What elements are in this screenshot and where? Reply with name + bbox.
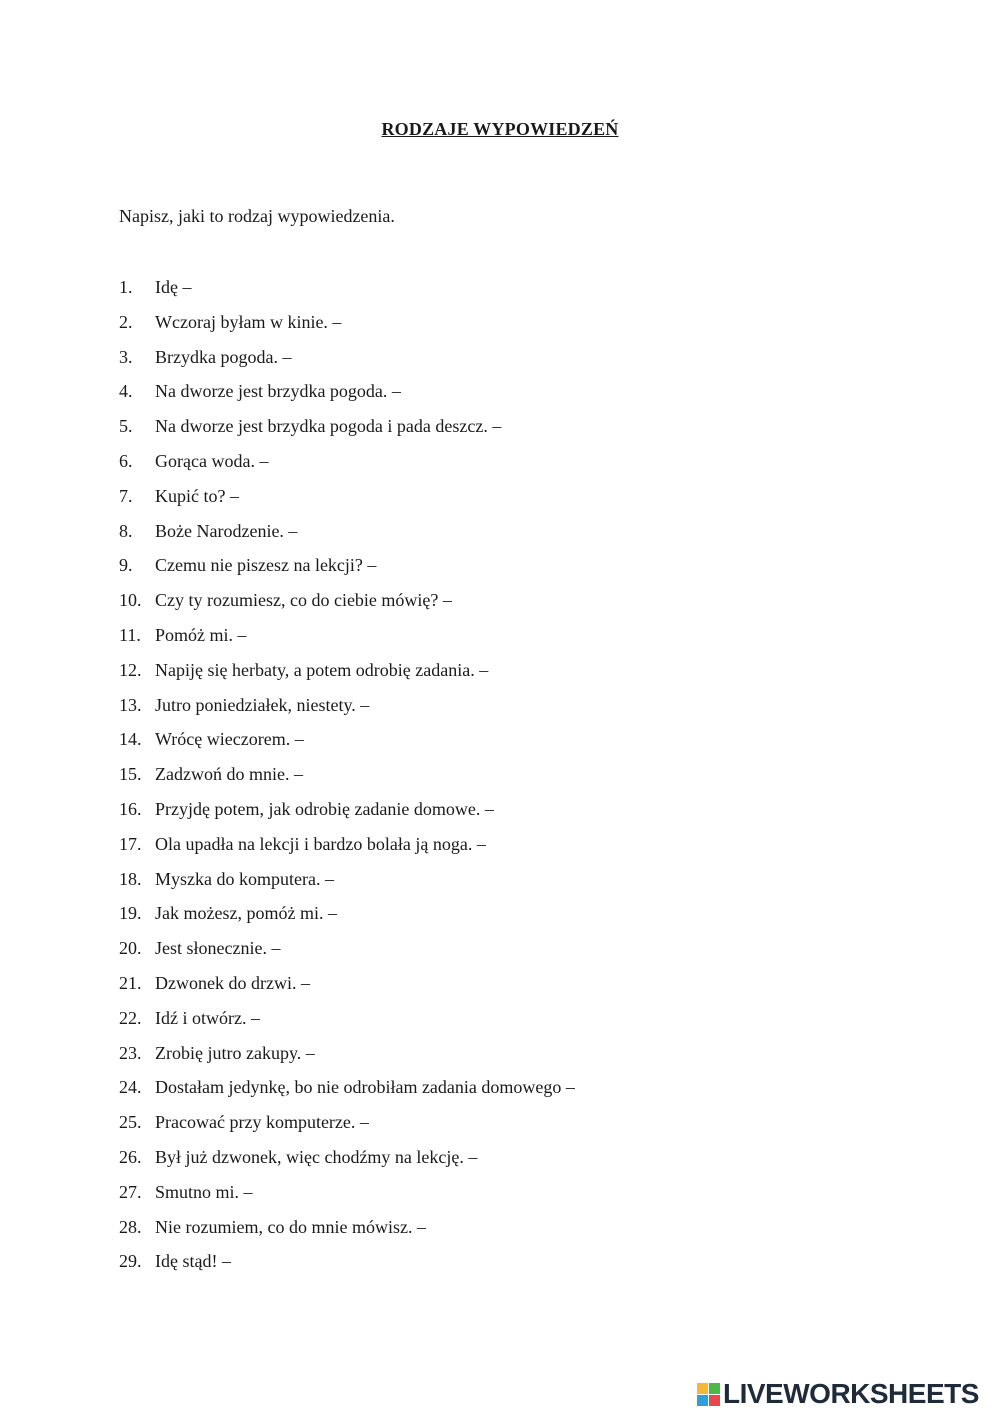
exercise-item — [119, 833, 575, 868]
exercise-sentence: Na dworze jest brzydka pogoda i pada deszcz. – — [155, 416, 502, 437]
exercise-list — [119, 276, 575, 1285]
exercise-item — [119, 1076, 575, 1111]
liveworksheets-logo — [697, 1379, 979, 1409]
exercise-sentence: Idę stąd! – — [155, 1251, 231, 1272]
exercise-item — [119, 1111, 575, 1146]
exercise-item — [119, 346, 575, 381]
exercise-sentence: Idź i otwórz. – — [155, 1007, 260, 1028]
exercise-number: 23. — [119, 1042, 142, 1063]
exercise-sentence: Napiję się herbaty, a potem odrobię zadania. – — [155, 659, 489, 680]
exercise-item — [119, 902, 575, 937]
exercise-number: 26. — [119, 1146, 142, 1167]
exercise-item — [119, 624, 575, 659]
exercise-item — [119, 554, 575, 589]
exercise-sentence: Jak możesz, pomóż mi. – — [155, 903, 337, 924]
exercise-item — [119, 1146, 575, 1181]
exercise-sentence: Jutro poniedziałek, niestety. – — [155, 694, 370, 715]
exercise-number: 25. — [119, 1112, 142, 1133]
exercise-number: 5. — [119, 416, 133, 437]
logo-text: LIVEWORKSHEETS — [723, 1378, 979, 1409]
exercise-sentence: Na dworze jest brzydka pogoda. – — [155, 381, 401, 402]
exercise-item — [119, 415, 575, 450]
exercise-number: 24. — [119, 1077, 142, 1098]
exercise-item — [119, 311, 575, 346]
exercise-sentence: Pomóż mi. – — [155, 624, 247, 645]
exercise-sentence: Boże Narodzenie. – — [155, 520, 298, 541]
exercise-number: 10. — [119, 590, 142, 611]
exercise-item — [119, 276, 575, 311]
exercise-item — [119, 728, 575, 763]
exercise-number: 16. — [119, 798, 142, 819]
logo-mark-icon — [697, 1383, 720, 1406]
exercise-item — [119, 1042, 575, 1077]
exercise-item — [119, 763, 575, 798]
exercise-item — [119, 694, 575, 729]
exercise-sentence: Jest słonecznie. – — [155, 938, 281, 959]
exercise-number: 1. — [119, 277, 133, 297]
exercise-number: 29. — [119, 1251, 142, 1272]
exercise-number: 9. — [119, 555, 133, 576]
exercise-number: 18. — [119, 868, 142, 889]
exercise-number: 14. — [119, 729, 142, 750]
exercise-number: 6. — [119, 450, 133, 471]
exercise-number: 11. — [119, 624, 141, 645]
exercise-item — [119, 1250, 575, 1285]
exercise-item — [119, 798, 575, 833]
exercise-sentence: Brzydka pogoda. – — [155, 346, 292, 367]
exercise-sentence: Kupić to? – — [155, 485, 239, 506]
exercise-item — [119, 937, 575, 972]
exercise-sentence: Dostałam jedynkę, bo nie odrobiłam zadania domowego – — [155, 1077, 575, 1098]
exercise-number: 13. — [119, 694, 142, 715]
exercise-item — [119, 450, 575, 485]
exercise-item — [119, 868, 575, 903]
exercise-item — [119, 972, 575, 1007]
exercise-sentence: Smutno mi. – — [155, 1181, 253, 1202]
exercise-item — [119, 1181, 575, 1216]
exercise-number: 27. — [119, 1181, 142, 1202]
exercise-sentence: Myszka do komputera. – — [155, 868, 334, 889]
exercise-item — [119, 659, 575, 694]
exercise-number: 22. — [119, 1007, 142, 1028]
exercise-item — [119, 520, 575, 555]
exercise-sentence: Nie rozumiem, co do mnie mówisz. – — [155, 1216, 426, 1237]
exercise-sentence: Czy ty rozumiesz, co do ciebie mówię? – — [155, 590, 452, 611]
exercise-number: 17. — [119, 833, 142, 854]
exercise-sentence: Idę – — [155, 277, 192, 297]
exercise-number: 12. — [119, 659, 142, 680]
exercise-sentence: Ola upadła na lekcji i bardzo bolała ją noga. – — [155, 833, 486, 854]
exercise-number: 15. — [119, 764, 142, 785]
exercise-sentence: Dzwonek do drzwi. – — [155, 972, 310, 993]
exercise-sentence: Zadzwoń do mnie. – — [155, 764, 303, 785]
exercise-sentence: Był już dzwonek, więc chodźmy na lekcję. – — [155, 1146, 478, 1167]
exercise-sentence: Pracować przy komputerze. – — [155, 1112, 369, 1133]
page-title: RODZAJE WYPOWIEDZEŃ — [381, 119, 619, 139]
exercise-number: 28. — [119, 1216, 142, 1237]
exercise-number: 2. — [119, 311, 133, 332]
exercise-number: 19. — [119, 903, 142, 924]
exercise-sentence: Przyjdę potem, jak odrobię zadanie domowe. – — [155, 798, 494, 819]
exercise-number: 7. — [119, 485, 133, 506]
exercise-sentence: Czemu nie piszesz na lekcji? – — [155, 555, 377, 576]
exercise-sentence: Wczoraj byłam w kinie. – — [155, 311, 342, 332]
exercise-item — [119, 380, 575, 415]
exercise-number: 21. — [119, 972, 142, 993]
exercise-sentence: Gorąca woda. – — [155, 450, 269, 471]
instruction-text: Napisz, jaki to rodzaj wypowiedzenia. — [119, 206, 395, 226]
exercise-item — [119, 485, 575, 520]
exercise-number: 4. — [119, 381, 133, 402]
exercise-number: 8. — [119, 520, 133, 541]
exercise-item — [119, 1007, 575, 1042]
exercise-item — [119, 589, 575, 624]
exercise-sentence: Wrócę wieczorem. – — [155, 729, 304, 750]
exercise-number: 3. — [119, 346, 133, 367]
exercise-sentence: Zrobię jutro zakupy. – — [155, 1042, 315, 1063]
exercise-number: 20. — [119, 938, 142, 959]
exercise-item — [119, 1216, 575, 1251]
